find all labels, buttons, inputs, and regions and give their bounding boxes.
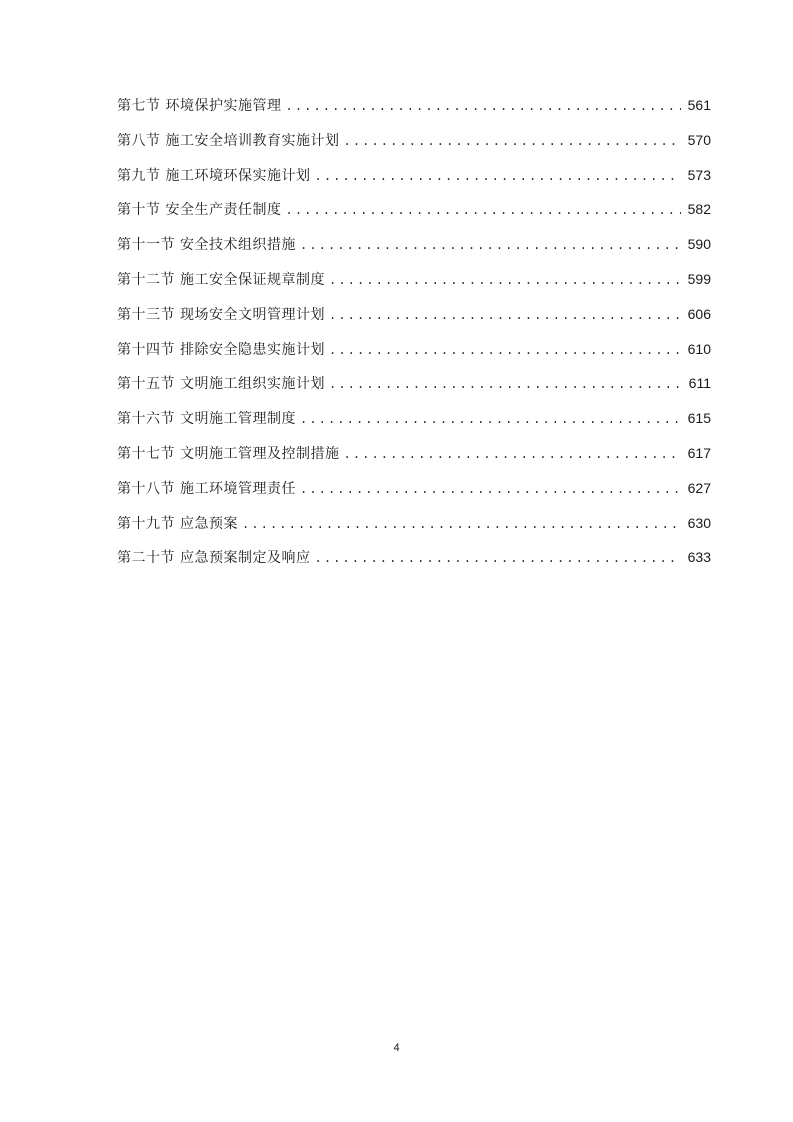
toc-page-number: 630 bbox=[687, 514, 711, 531]
toc-section-number: 第十九节 bbox=[117, 515, 175, 532]
toc-page-number: 627 bbox=[687, 479, 711, 496]
toc-page-number: 599 bbox=[687, 270, 711, 287]
toc-entry[interactable] bbox=[117, 440, 711, 475]
toc-entry-title: 安全技术组织措施 bbox=[180, 237, 296, 254]
toc-entry-title: 应急预案 bbox=[180, 515, 238, 532]
toc-entry[interactable] bbox=[117, 266, 711, 301]
toc-entry-title: 施工环境管理责任 bbox=[180, 480, 296, 497]
table-of-contents bbox=[117, 92, 711, 579]
toc-section-number: 第十七节 bbox=[117, 445, 175, 462]
toc-dot-leader bbox=[300, 406, 681, 432]
toc-section-number: 第十一节 bbox=[117, 237, 175, 254]
toc-page-number: 590 bbox=[687, 236, 711, 253]
toc-dot-leader bbox=[329, 371, 681, 397]
toc-dot-leader bbox=[300, 232, 681, 258]
toc-section-number: 第十五节 bbox=[117, 376, 175, 393]
toc-dot-leader bbox=[315, 545, 682, 571]
toc-entry-title: 文明施工组织实施计划 bbox=[180, 376, 325, 393]
toc-entry-title: 安全生产责任制度 bbox=[165, 202, 282, 219]
toc-page-number: 570 bbox=[687, 131, 711, 148]
toc-entry-title: 环境保护实施管理 bbox=[165, 98, 282, 114]
toc-page-number: 610 bbox=[687, 340, 711, 357]
toc-entry[interactable] bbox=[117, 127, 711, 162]
toc-entry-title: 文明施工管理制度 bbox=[180, 411, 296, 428]
toc-dot-leader bbox=[329, 337, 681, 363]
toc-page-number: 633 bbox=[687, 549, 711, 566]
toc-entry[interactable] bbox=[117, 231, 711, 266]
toc-entry-title: 文明施工管理及控制措施 bbox=[180, 445, 340, 462]
toc-entry[interactable] bbox=[117, 162, 711, 197]
toc-entry[interactable] bbox=[117, 544, 711, 579]
toc-dot-leader bbox=[286, 197, 682, 223]
toc-section-number: 第二十节 bbox=[117, 550, 175, 567]
toc-section-number: 第八节 bbox=[117, 132, 161, 149]
toc-section-number: 第十三节 bbox=[117, 306, 175, 323]
toc-dot-leader bbox=[329, 267, 681, 293]
toc-entry[interactable] bbox=[117, 301, 711, 336]
toc-section-number: 第十二节 bbox=[117, 271, 175, 288]
toc-page-number: 561 bbox=[687, 97, 711, 113]
toc-entry-title: 现场安全文明管理计划 bbox=[180, 306, 325, 323]
toc-entry[interactable] bbox=[117, 336, 711, 371]
toc-entry[interactable] bbox=[117, 370, 711, 405]
toc-entry[interactable] bbox=[117, 92, 711, 127]
toc-entry-title: 排除安全隐患实施计划 bbox=[180, 341, 325, 358]
toc-dot-leader bbox=[300, 476, 681, 502]
toc-section-number: 第十四节 bbox=[117, 341, 175, 358]
toc-dot-leader bbox=[242, 511, 681, 537]
toc-entry[interactable] bbox=[117, 405, 711, 440]
toc-entry-title: 应急预案制定及响应 bbox=[180, 550, 311, 567]
toc-dot-leader bbox=[329, 302, 681, 328]
toc-section-number: 第九节 bbox=[117, 167, 161, 184]
toc-section-number: 第十六节 bbox=[117, 411, 175, 428]
toc-entry[interactable] bbox=[117, 475, 711, 510]
toc-section-number: 第十节 bbox=[117, 202, 161, 219]
toc-dot-leader bbox=[344, 128, 682, 154]
toc-dot-leader bbox=[315, 163, 682, 189]
toc-entry-title: 施工安全保证规章制度 bbox=[180, 271, 325, 288]
toc-page-number: 582 bbox=[687, 201, 711, 218]
toc-dot-leader bbox=[286, 93, 682, 119]
toc-section-number: 第七节 bbox=[117, 98, 161, 114]
toc-page-number: 611 bbox=[688, 375, 711, 392]
toc-page-number: 615 bbox=[687, 410, 711, 427]
toc-page-number: 606 bbox=[687, 305, 711, 322]
toc-page-number: 617 bbox=[687, 444, 711, 461]
toc-section-number: 第十八节 bbox=[117, 480, 175, 497]
toc-entry-title: 施工安全培训教育实施计划 bbox=[165, 132, 340, 149]
toc-entry-title: 施工环境环保实施计划 bbox=[165, 167, 311, 184]
toc-entry[interactable] bbox=[117, 510, 711, 545]
toc-dot-leader bbox=[344, 441, 682, 467]
page-footer-number: 4 bbox=[393, 1042, 400, 1054]
toc-page-number: 573 bbox=[687, 166, 711, 183]
toc-entry[interactable] bbox=[117, 196, 711, 231]
